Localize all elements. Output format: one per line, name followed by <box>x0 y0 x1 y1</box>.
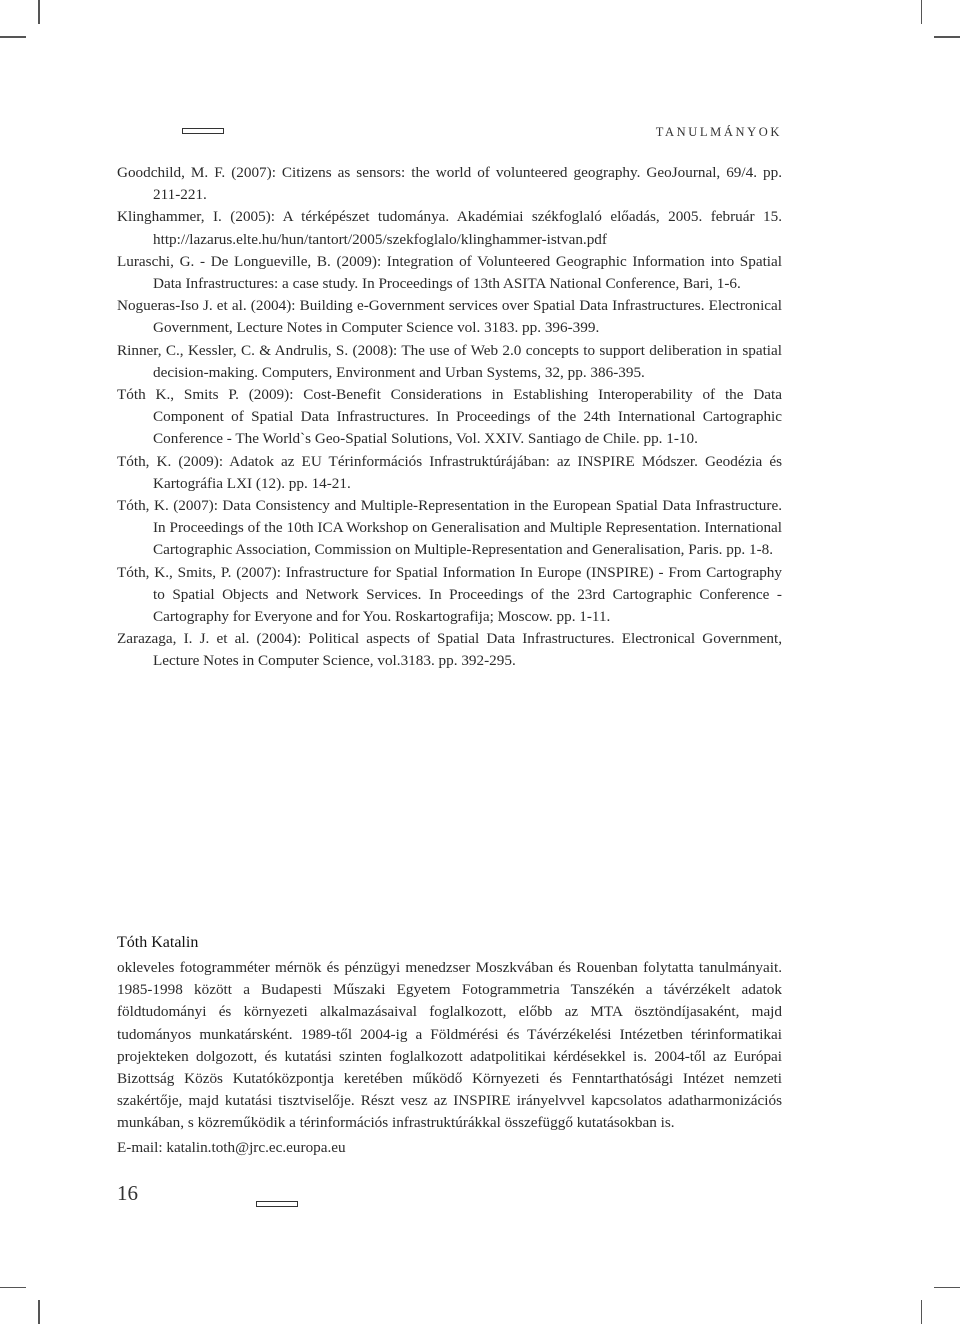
crop-mark-bottom-right <box>934 1287 960 1289</box>
reference-item: Tóth, K. (2009): Adatok az EU Térinformációs Infrastruktúrájában: az INSPIRE Módszer. Geodézia és Kartográfia LXI (12). pp. 14-21. <box>117 452 782 492</box>
author-name: Tóth Katalin <box>117 934 199 951</box>
crop-mark-bottom-right-vertical <box>921 1300 923 1324</box>
crop-mark-bottom-left <box>0 1287 26 1289</box>
crop-mark-top-left-vertical <box>38 0 40 24</box>
footer-ornament-rule <box>256 1201 298 1207</box>
reference-item: Rinner, C., Kessler, C. & Andrulis, S. (2008): The use of Web 2.0 concepts to support deliberation in spatial decision-making. Computers, Environment and Urban Systems, 32, pp. 386-395. <box>117 341 782 381</box>
reference-list <box>117 162 782 673</box>
reference-item: Nogueras-Iso J. et al. (2004): Building e-Government services over Spatial Data Infrastructures. Electronical Government, Lecture Notes in Computer Science vol. 3183. pp. 396-399. <box>117 297 782 337</box>
reference-item: Tóth, K. (2007): Data Consistency and Multiple-Representation in the European Spatial Data Infrastructure. In Proceedings of the 10th ICA Workshop on Generalisation and Multiple Representation. International Cartographic Association, Commission on Multiple-Representation and Generalisation, Paris. pp. 1-8. <box>117 497 782 559</box>
reference-item: Tóth K., Smits P. (2009): Cost-Benefit Considerations in Establishing Interoperability of the Data Component of Spatial Data Infrastructures. In Proceedings of the 24th International Cartographic Conference - The World`s Geo-Spatial Solutions, Vol. XXIV. Santiago de Chile. pp. 1-10. <box>117 386 782 448</box>
author-bio: okleveles fotogramméter mérnök és pénzügyi menedzser Moszkvában és Rouenban folytatta tanulmányait. 1985-1998 között a Budapesti Műszaki Egyetem Fotogrammetria Tanszékén a távérzékelt adatok földtudományi és környezeti alkalmazásaival foglalkozott, előbb az MTA ösztöndíjasaként, majd tudományos munkatársként. 1989-től 2004-ig a Földmérési és Távérzékelési Intézetben térinformatikai projekteken dolgozott, és kutatási szinten foglalkozott adatpolitikai kérdésekkel is. 2004-től az Európai Bizottság Közös Kutatóközpontja keretében működő Környezeti és Fenntarthatósági Intézet nemzeti szakértője, majd kutatási tisztviselője. Részt vesz az INSPIRE irányelvvel kapcsolatos adatharmonizációs munkában, s közreműködik a térinformációs infrastruktúrákkal összefüggő kutatásokban is. <box>117 959 782 1132</box>
author-email: E-mail: katalin.toth@jrc.ec.europa.eu <box>117 1139 346 1156</box>
header-ornament-rule <box>182 128 224 134</box>
reference-item: Klinghammer, I. (2005): A térképészet tudománya. Akadémiai székfoglaló előadás, 2005. február 15. http://lazarus.elte.hu/hun/tantort/2005/szekfoglalo/klinghammer-istvan.pdf <box>117 208 782 248</box>
crop-mark-top-left <box>0 36 26 38</box>
reference-item: Tóth, K., Smits, P. (2007): Infrastructure for Spatial Information In Europe (INSPIRE) - From Cartography to Spatial Objects and Network Services. In Proceedings of the 23rd Cartographic Conference - Cartography for Everyone and for You. Roskartografija; Moscow. pp. 1-11. <box>117 563 782 626</box>
page-number: 16 <box>117 1181 138 1205</box>
crop-mark-bottom-left-vertical <box>38 1300 40 1324</box>
section-label: TANULMÁNYOK <box>655 125 782 139</box>
reference-item: Goodchild, M. F. (2007): Citizens as sensors: the world of volunteered geography. GeoJournal, 69/4. pp. 211-221. <box>117 164 782 204</box>
reference-item: Luraschi, G. - De Longueville, B. (2009): Integration of Volunteered Geographic Information into Spatial Data Infrastructures: a case study. In Proceedings of 13th ASITA National Conference, Bari, 1-6. <box>117 252 782 293</box>
crop-mark-top-right <box>934 36 960 38</box>
reference-item: Zarazaga, I. J. et al. (2004): Political aspects of Spatial Data Infrastructures. Electronical Government, Lecture Notes in Computer Science, vol.3183. pp. 392-295. <box>117 630 782 670</box>
crop-mark-top-right-vertical <box>921 0 923 24</box>
